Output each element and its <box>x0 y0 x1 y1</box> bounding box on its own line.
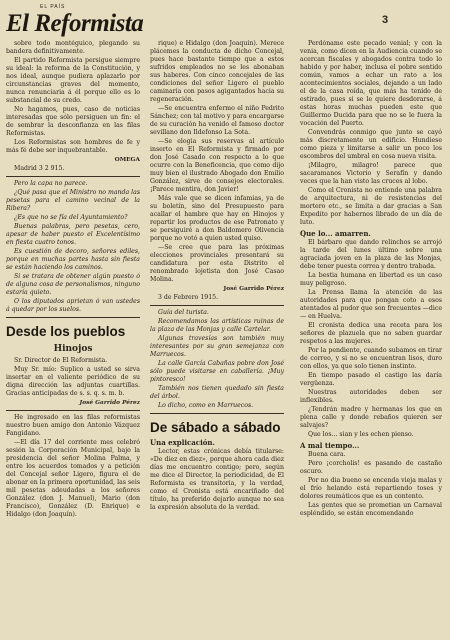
paragraph: Muy Sr. mío: Suplico a usted se sirva insertar en el valiente periódico de su digna dirección las adjuntas cuartillas. Gracias anticipadas de s. s. q. s. m. b. <box>6 366 140 397</box>
paragraph: Nuestras autoridades deben ser inflexibles. <box>300 389 442 404</box>
paragraph: Es cuestión de decoro, señores ediles, porque en muchas partes hasta sin fiesta se están haciendo los caminos. <box>6 248 140 271</box>
paragraph: El cronista dedica una receta para los señores de plazuela que no saben guardar respetos a las mujeres. <box>300 322 442 345</box>
signature: OMEGA <box>114 157 140 163</box>
paragraph: Buenas palabras, pero pesetas, cero, apesar de haber puesto el Excelentísimo en fiesta cuatro tonos. <box>6 223 140 246</box>
subheading: Que lo... amarren. <box>300 229 371 238</box>
paragraph: —Se cree que para las próximas elecciones provinciales presentará su candidatura por esta Distrito el renombrado lojetista don José Casao Molina. <box>150 244 284 283</box>
paragraph: Guía del turista. <box>158 309 209 316</box>
section-subtitle: Una explicación. <box>150 438 215 447</box>
paragraph: Lo dicho, como en Marruecos. <box>158 402 254 409</box>
paragraph: La bestia humana en libertad es un caso muy peligroso. <box>300 272 442 287</box>
paragraph: También nos tienen quedado sin fiesta del árbol. <box>150 385 284 400</box>
paragraph: Si se tratara de obtener algún puesto ó de alguna cosa de personalismos, ninguno estaría quieto. <box>6 273 140 296</box>
column-1 <box>6 40 140 636</box>
masthead <box>6 4 146 44</box>
paragraph: —El día 17 del corriente mes celebró sesión la Corporación Municipal, bajo la presidencia del señor Molina Palma, y entre los acuerdos tomados y a petición del Concejal señor Ligero, figura el de abonar en la primera oportunidad, las seis mil pesetas adeudadas a los señores González (don J. Manuel), Mario (don Francisco), González (D. Enrique) e Hidalgo (don Joaquín). <box>6 439 140 518</box>
divider <box>6 410 140 411</box>
paragraph: La calle García Cabañas pobre don José sólo puede visitarse en caballería. ¡Muy pintoresco! <box>150 360 284 383</box>
paragraph: rique) e Hidalgo (don Joaquín). Merece plácemes la conducta de dicho Concejal, pues hace bastante tiempo que a estos sufridos empleados no se les abonaban sus haberes. Con cinco concejales de las condiciones del señor Ligero el pueblo caminaría con pasos agigantados hacia su regeneración. <box>150 40 284 103</box>
paragraph: Las gentes que se prometian un Carnaval espléndido, se están encomendando <box>300 502 442 517</box>
dateline: Madrid 3 2 915. <box>14 165 65 172</box>
paragraph: Más vale que se dicen infamias, ya de su boletín, sino del Presupuesto para acallar el hambre que hay en Hinojos y repartir los productos de ese Patronato y se persiguiré a don Baldomero Olivencia porque no votó a quien usted quiso. <box>150 195 284 242</box>
paragraph: Algunas travesías son también muy interesantes por su gran semejanza con Marruecos. <box>150 335 284 358</box>
divider <box>150 413 284 414</box>
paragraph: ¿Es que no se fía del Ayuntamiento? <box>14 214 128 221</box>
column-3 <box>300 40 442 636</box>
paragraph: O los diputados aprietan ó van ustedes á quedar por los suelos. <box>6 298 140 313</box>
paragraph: Convendrás conmigo que junto se cayó más discretamente un edificio. Hundiese como pieza y limitarse a salir un poco los escombros del umbral en cosa nueva visita. <box>300 129 442 160</box>
paragraph: Pero la capa no parece. <box>14 180 88 187</box>
paragraph: Pero ¡corcholis! es pasando de castaño oscuro. <box>300 460 442 475</box>
masthead-title: El Reformista <box>6 10 144 37</box>
paragraph: El bárbaro que dando relinchos se arrojó la tarde del lunes último sobre una agraciada joven en la plaza de las Monjas, debe tener puesta correa y dentro trabada. <box>300 239 442 270</box>
paragraph: Por la pendiente, cuando subamos en tirar de correo, y si no se encuentran lisos, duro con ellos, ya que solo tienen instinto. <box>300 347 442 370</box>
column-2 <box>150 40 284 636</box>
paragraph: Lector, estas crónicas debía titularse: «De diez en diez», porque ahora cada diez días me encuentro contigo; pero, según me dice el Director, la periodicidad, de El Reformista es transitoria, y la verdad, como el Cronista está encariñado del título, ha preferido dejarlo aunque no sea la expresión absoluta de la verdad. <box>150 448 284 511</box>
paragraph: Buena cara. <box>308 451 346 458</box>
signature: José Garrido Pérez <box>79 400 140 406</box>
paragraph: La Prensa llama la atención de las autoridades para que pongan coto a esos atentados al pudor que son frecuentes —dice— en Huelva. <box>300 289 442 320</box>
divider <box>6 317 140 318</box>
subheading: A mal tiempo... <box>300 441 360 450</box>
signature: José Garrido Pérez <box>223 286 284 292</box>
paragraph: Recomendamos las artísticas ruinas de la plaza de las Monjas y calle Cartelar. <box>150 318 284 333</box>
guia-block <box>150 309 284 410</box>
satire-block <box>6 180 140 314</box>
paragraph: Sr. Director de El Reformista. <box>14 357 108 364</box>
divider <box>6 176 140 177</box>
section-subtitle: Hinojos <box>53 344 93 354</box>
paragraph: sobre todo montéguico, plegando su bandera definitivamente. <box>6 40 140 55</box>
page-number: 3 <box>382 14 389 26</box>
paragraph: —Se elogia sus reservas al artículo inserto en El Reformista y firmado por don José Casado con respecto a lo que ocurre con la Beneficencia, que como dijo muy bien el ilustrado Abogado don Emilio González, sirve de consejos electorales. ¡Parece mentira, don Javier! <box>150 138 284 193</box>
masthead-top-text: EL PAÍS <box>40 4 66 10</box>
section-title: Desde los pueblos <box>6 324 126 339</box>
section-title: De sábado a sábado <box>150 420 281 435</box>
dateline: 3 de Febrero 1915. <box>158 294 219 301</box>
paragraph: Como el Cronista no entiende una palabra de arquitectura, ni de resistencias del mortero etc., se limita a dar gracias a San Expedito por habernos librado de un día de luto. <box>300 187 442 226</box>
paragraph: He ingresado en las filas reformistas nuestro buen amigo don Antonio Vázquez Fangidano. <box>6 414 140 437</box>
paragraph: El partido Reformista persigue siempre su ideal: la reforma de la Constitución, y nos ideal, aunque pudiera aplazarlo por circunstancias graves del momento, nunca renunciaria á él porque ello es lo substancial de su credo. <box>6 57 140 104</box>
paragraph: Por no dia bueno se encenda vieja malas y el frío helando está repartiendo toses y dolores reumáticos que es un contento. <box>300 477 442 500</box>
paragraph: ¡Milagro, milagro! parece que sacaramanos Victorio y Serafín y dando veces que la han visto las cruces al lobo. <box>300 162 442 185</box>
paragraph: En tiempo pasado el castigo las daría vergüenza. <box>300 372 442 387</box>
paragraph: Los Reformistas son hombres de fe y más fé debe ser inquebrantable. <box>6 139 140 154</box>
paragraph: ¿Tendrán madre y hermanas los que en plena calle y donde rebaños quieren ser salvajes? <box>300 406 442 429</box>
paragraph: —Se encuentra enfermo el niño Pedrito Sánchez; con tal motivo y para encargarse de su curación ha venido el famoso doctor sevillano don Ildefonso La Sota. <box>150 105 284 136</box>
paragraph: ¿Qué pasa que el Ministro no manda las pesetas para el camino vecinal de la Ribera? <box>6 189 140 212</box>
paragraph: No hagamos, pues, caso de noticias interesadas que sólo persiguen un fin: el de sembrar la desconfianza en las filas Reformistas. <box>6 106 140 137</box>
paragraph: Perdóname este pecado venial; y con la venia, como dicen en la Audiencia cuando se acercan fiscales y abogados contra todo lo habido y por haber, inclusa el pobre sentido común, vamos a echar un rato a los acontecimientos sociales, dejando a un lado el de la casa roída, que más ha tenido de estirado, pues si se le quiere desdorarse, á estas horas muchas pueden este que Guillermo Ducida para que no se le fuera la vocación del Puerto. <box>300 40 442 127</box>
divider <box>150 305 284 306</box>
paragraph: Que los... sian y les echen pienso. <box>308 431 414 438</box>
